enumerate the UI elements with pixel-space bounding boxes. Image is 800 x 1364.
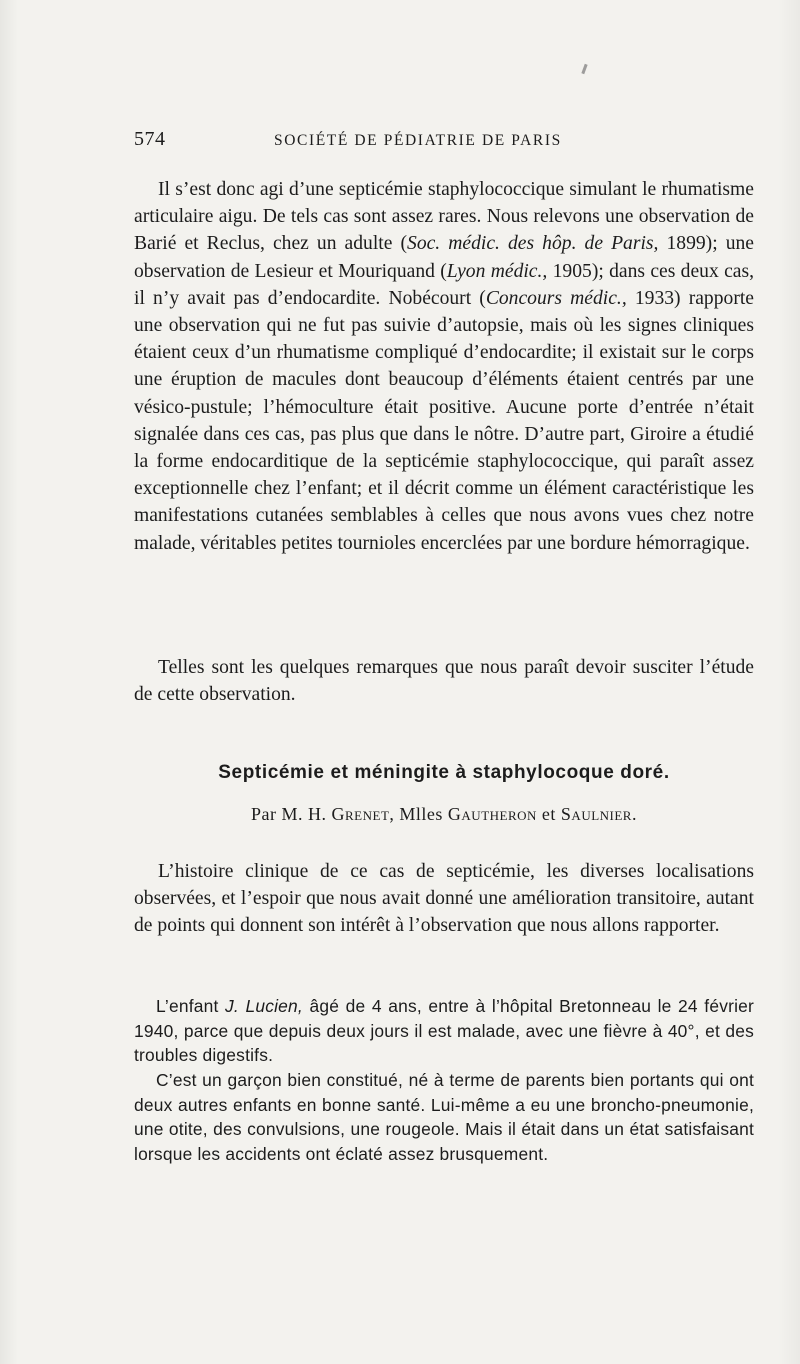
- intro-paragraph: [134, 176, 754, 557]
- paragraph-text: [134, 994, 754, 1068]
- text-run: 1899); une observation de Lesieur et Mouriquand (: [134, 233, 754, 282]
- authors-separator: et: [536, 804, 561, 824]
- citation: Soc. médic. des hôp. de Paris,: [407, 233, 659, 255]
- running-title: SOCIÉTÉ DE PÉDIATRIE DE PARIS: [274, 132, 562, 149]
- case-paragraph-1: [134, 994, 754, 1068]
- authors-end: .: [631, 804, 637, 824]
- text-run: Il s’est donc agi d’une septicémie staphylococcique simulant le rhumatisme articulaire aigu. De tels cas sont assez rares. Nous relevons une observation de Barié et Reclus, chez un adulte (: [134, 179, 754, 255]
- closing-paragraph: [134, 654, 754, 708]
- page-number: 574: [134, 128, 166, 150]
- author-name: Gautheron: [447, 804, 537, 824]
- section-intro-paragraph: [134, 858, 754, 940]
- section-title: Septicémie et méningite à staphylocoque doré.: [218, 762, 670, 783]
- page-header: [134, 128, 666, 158]
- authors-separator: , Mlles: [389, 804, 448, 824]
- text-run: L’enfant: [156, 996, 226, 1016]
- case-paragraph-2: [134, 1068, 754, 1166]
- paragraph-text: [134, 176, 754, 557]
- author-name: Grenet: [331, 804, 390, 824]
- author-name: Saulnier: [560, 804, 632, 824]
- paragraph-text: Telles sont les quelques remarques que nous paraît devoir susciter l’étude de cette observation.: [134, 657, 754, 706]
- authors-prefix: Par M. H.: [251, 804, 332, 824]
- text-run: 1933) rapporte une observation qui ne fut pas suivie d’autopsie, mais où les signes cliniques étaient ceux d’un rhumatisme compliqué d’endocardite; il existait sur le corps une éruption de macules dont beaucoup d’éléments étaient centrés par une vésico-pustule; l’hémoculture était positive. Aucune porte d’entrée n’était signalée dans ces cas, pas plus que dans le nôtre. D’autre part, Giroire a étudié la forme endocarditique de la septicémie staphylococcique, qui paraît assez exceptionnelle chez l’enfant; et il décrit comme un élément caractéristique les manifestations cutanées semblables à celles que nous avons vues chez notre malade, véritables petites tournioles encerclées par une bordure hémorragique.: [134, 287, 754, 554]
- text-run: âgé de 4 ans, entre à l’hôpital Bretonneau le 24 février 1940, parce que depuis deux jours il est malade, avec une fièvre à 40°, et des troubles digestifs.: [134, 996, 755, 1066]
- paragraph-text: L’histoire clinique de ce cas de septicémie, les diverses localisations observées, et l’espoir que nous avait donné une amélioration transitoire, autant de points qui donnent son intérêt à l’observation que nous allons rapporter.: [134, 861, 754, 937]
- citation: Concours médic.,: [485, 287, 627, 309]
- patient-name: J. Lucien,: [225, 996, 303, 1016]
- authors-line: [134, 804, 754, 825]
- citation: Lyon médic.,: [446, 260, 548, 282]
- text-run: 1905); dans ces deux cas, il n’y avait pas d’endocardite. Nobécourt (: [134, 260, 755, 309]
- paragraph-text: C’est un garçon bien constitué, né à terme de parents bien portants qui ont deux autres enfants en bonne santé. Lui-même a eu une broncho-pneumonie, une otite, des convulsions, une rougeole. Mais il était dans un état satisfaisant lorsque les accidents ont éclaté assez brusquement.: [134, 1070, 754, 1164]
